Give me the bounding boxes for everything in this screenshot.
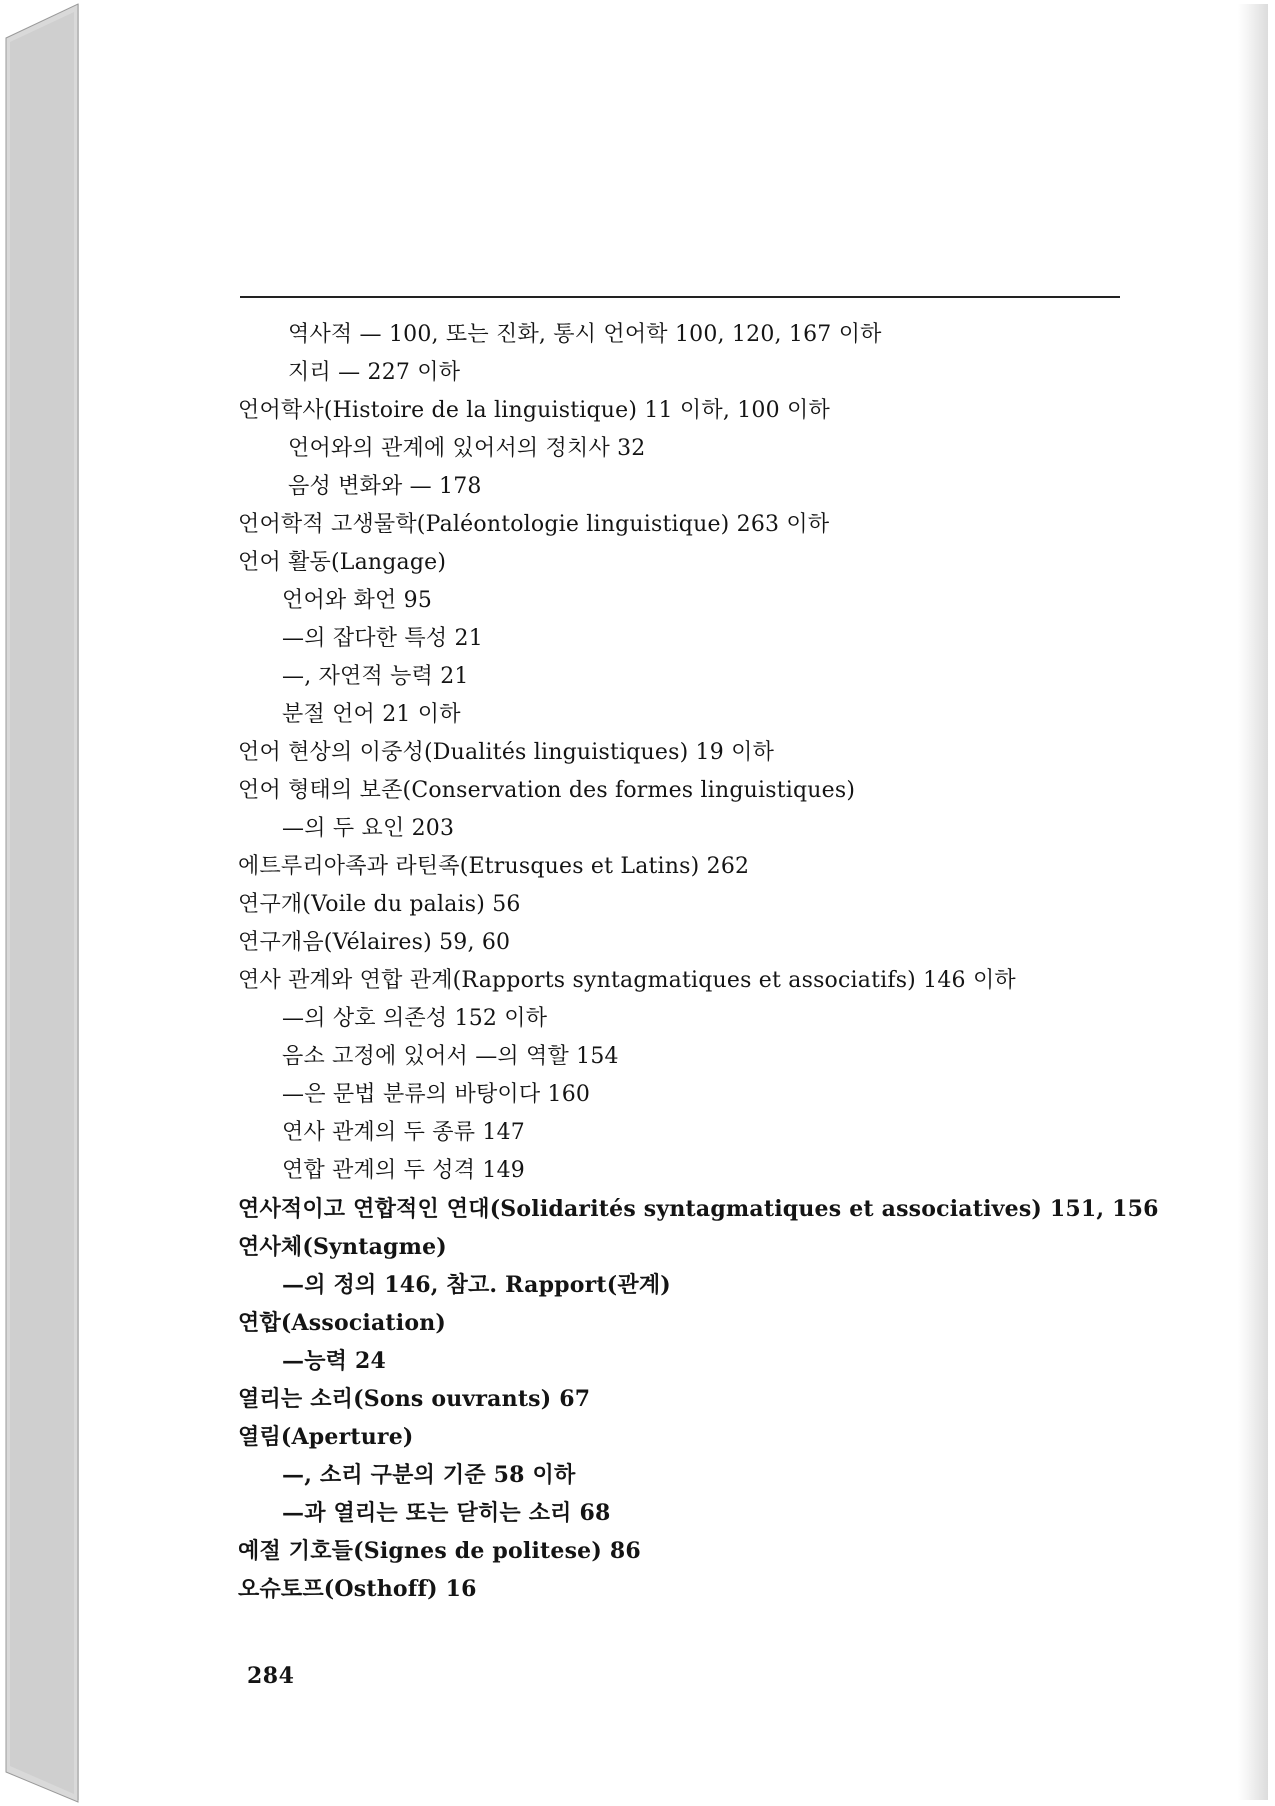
- index-entry: —의 두 요인 203: [282, 816, 455, 841]
- index-entry: 음소 고정에 있어서 —의 역할 154: [282, 1044, 619, 1069]
- page-right-edge: [1238, 4, 1268, 1800]
- index-entry: 에트루리아족과 라틴족(Etrusques et Latins) 262: [238, 854, 750, 879]
- index-entry: 오슈토프(Osthoff) 16: [238, 1576, 477, 1602]
- index-entry: 연사 관계의 두 종류 147: [282, 1120, 525, 1145]
- index-entry: —의 정의 146, 참고. Rapport(관계): [282, 1272, 671, 1298]
- index-entry: 열림(Aperture): [238, 1424, 414, 1450]
- index-entry: 열리는 소리(Sons ouvrants) 67: [238, 1386, 591, 1412]
- index-entry: 언어 형태의 보존(Conservation des formes linguistiques): [238, 778, 856, 803]
- page-number: 284: [247, 1663, 295, 1689]
- index-entry: 연합 관계의 두 성격 149: [282, 1158, 525, 1183]
- index-entry: 음성 변화와 — 178: [288, 474, 482, 499]
- index-entry: —능력 24: [282, 1348, 386, 1374]
- index-entry: 언어 활동(Langage): [238, 550, 447, 575]
- index-entry: 연합(Association): [238, 1310, 447, 1336]
- index-entry: 연구개음(Vélaires) 59, 60: [238, 930, 511, 955]
- header-rule: [240, 296, 1120, 298]
- index-entry: 연사체(Syntagme): [238, 1234, 447, 1260]
- index-entry: 연사 관계와 연합 관계(Rapports syntagmatiques et associatifs) 146 이하: [238, 968, 1016, 993]
- index-entry: —과 열리는 또는 닫히는 소리 68: [282, 1500, 611, 1526]
- index-entry: —의 잡다한 특성 21: [282, 626, 483, 651]
- index-entry: 언어학적 고생물학(Paléontologie linguistique) 263 이하: [238, 512, 830, 537]
- index-entry: —, 자연적 능력 21: [282, 664, 469, 689]
- index-entry: 언어와 화언 95: [282, 588, 433, 613]
- index-entry: 지리 — 227 이하: [288, 360, 461, 385]
- index-entry: 연구개(Voile du palais) 56: [238, 892, 521, 917]
- index-entry: 연사적이고 연합적인 연대(Solidarités syntagmatiques et associatives) 151, 156: [238, 1196, 1159, 1222]
- index-entry: 언어와의 관계에 있어서의 정치사 32: [288, 436, 646, 461]
- index-entry: —의 상호 의존성 152 이하: [282, 1006, 548, 1031]
- index-entry: 예절 기호들(Signes de politese) 86: [238, 1538, 641, 1564]
- index-entry: —, 소리 구분의 기준 58 이하: [282, 1462, 576, 1488]
- index-entry: 언어 현상의 이중성(Dualités linguistiques) 19 이하: [238, 740, 775, 765]
- index-entry: 분절 언어 21 이하: [282, 702, 461, 727]
- index-entry: —은 문법 분류의 바탕이다 160: [282, 1082, 591, 1107]
- index-entry: 언어학사(Histoire de la linguistique) 11 이하, 100 이하: [238, 398, 830, 423]
- index-entry: 역사적 — 100, 또는 진화, 통시 언어학 100, 120, 167 이하: [288, 322, 882, 347]
